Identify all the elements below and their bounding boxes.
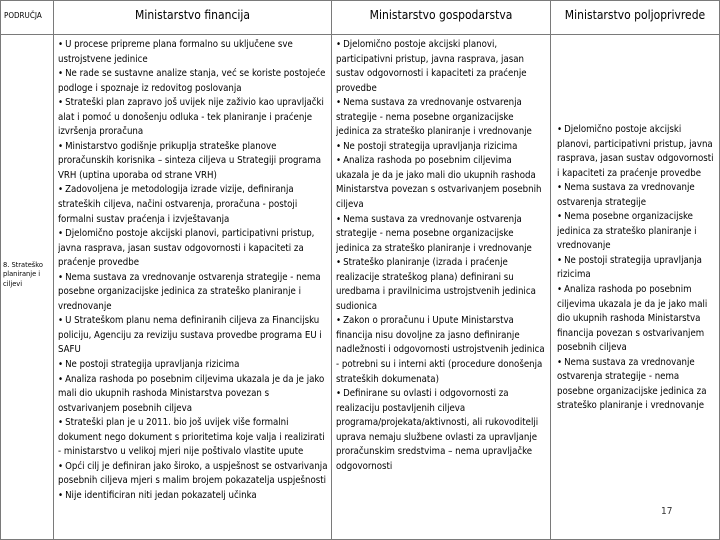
header-area: PODRUČJA <box>4 10 42 20</box>
list-item: • Ne postoji strategija upravljanja rizicima <box>557 254 717 283</box>
list-item: • U procese pripreme plana formalno su uključene sve ustrojstvene jedinice <box>58 38 328 67</box>
page-number: 17 <box>661 506 673 517</box>
list-item: • Zadovoljena je metodologija izrade vizije, definiranja strateških ciljeva, načini ostvarenja, proračuna - postoji formalni sustav praćenja i izvještavanja <box>58 183 328 227</box>
list-item: • Nema sustava za vrednovanje ostvarenja strategije - nema posebne organizacijske jedinica za strateško planiranje i vrednovanje <box>58 271 328 315</box>
col-agriculture-list <box>557 123 717 414</box>
list-item: • Definirane su ovlasti i odgovornosti za realizaciju postavljenih ciljeva programa/projekata/aktivnosti, ali rukovoditelji uprava nemaju službene ovlasti za upravljanje proračunskim sredstvima – nema upravljačke odgovornosti <box>336 387 547 474</box>
list-item: • Strateški plan je u 2011. bio još uvijek više formalni dokument nego dokument s prioritetima koje valja i realizirati - ministarstvo u velikoj mjeri nije poštivalo vlastite upute <box>58 416 328 460</box>
header-ministry-economy: Ministarstvo gospodarstva <box>369 8 513 22</box>
list-item: • Ne rade se sustavne analize stanja, već se koriste postojeće podloge i spoznaje iz redovitog poslovanja <box>58 67 328 96</box>
list-item: • Strateški plan zapravo još uvijek nije zaživio kao upravljački alat i pomoć u donošenju odluka - tek planiranje i praćenje izvršenja proračuna <box>58 96 328 140</box>
header-ministry-finance: Ministarstvo financija <box>135 8 250 22</box>
list-item: • Nema posebne organizacijske jedinica za strateško planiranje i vrednovanje <box>557 210 717 254</box>
list-item: • U Strateškom planu nema definiranih ciljeva za Financijsku policiju, Agenciju za reviziju sustava provedbe programa EU i SAFU <box>58 314 328 358</box>
list-item: • Nema sustava za vrednovanje ostvarenja strategije - nema posebne organizacijske jedinica za strateško planiranje i vrednovanje <box>557 356 717 414</box>
list-item: • Ne postoji strategija upravljanja rizicima <box>58 358 328 373</box>
list-item: • Nije identificiran niti jedan pokazatelj učinka <box>58 489 328 504</box>
list-item: • Analiza rashoda po posebnim ciljevima ukazala je da je jako mali dio ukupnih rashoda Ministarstva povezan s ostvarivanjem posebnih ciljeva <box>58 373 328 417</box>
list-item: • Djelomično postoje akcijski planovi, participativni pristup, javna rasprava, jasan sustav odgovornosti i kapaciteti za praćenje provedbe <box>58 227 328 271</box>
list-item: • Analiza rashoda po posebnim ciljevima ukazala je da je jako mali dio ukupnih rashoda Ministarstva financija povezan s ostvarivanjem posebnih ciljeva <box>557 283 717 356</box>
col-finance-list <box>58 38 328 504</box>
list-item: • Nema sustava za vrednovanje ostvarenja strategije - nema posebne organizacijske jedinica za strateško planiranje i vrednovanje <box>336 213 547 257</box>
header-ministry-agriculture: Ministarstvo poljoprivrede <box>564 8 706 22</box>
list-item: • Nema sustava za vrednovanje ostvarenja strategije - nema posebne organizacijske jedinica za strateško planiranje i vrednovanje <box>336 96 547 140</box>
list-item: • Strateško planiranje (izrada i praćenje realizacije strateškog plana) definirani su uredbama i pravilnicima ustrojstvenih jedinica sudionica <box>336 256 547 314</box>
list-item: • Zakon o proračunu i Upute Ministarstva financija nisu dovoljne za jasno definiranje nadležnosti i odgovornosti ustrojstvenih jedinica - potrebni su i interni akti (procedure donošenja strateških dokumenata) <box>336 314 547 387</box>
list-item: • Nema sustava za vrednovanje ostvarenja strategije <box>557 181 717 210</box>
list-item: • Djelomično postoje akcijski planovi, participativni pristup, javna rasprava, jasan sustav odgovornosti i kapaciteti za praćenje provedbe <box>557 123 717 181</box>
list-item: • Analiza rashoda po posebnim ciljevima ukazala je da je jako mali dio ukupnih rashoda Ministarstva povezan s ostvarivanjem posebnih ciljeva <box>336 154 547 212</box>
list-item: • Ministarstvo godišnje prikuplja strateške planove proračunskih korisnika – sinteza ciljeva u Strategiji programa VRH (uptina uporaba od strane VRH) <box>58 140 328 184</box>
list-item: • Djelomično postoje akcijski planovi, participativni pristup, javna rasprava, jasan sustav odgovornosti i kapaciteti za praćenje provedbe <box>336 38 547 96</box>
list-item: • Ne postoji strategija upravljanja rizicima <box>336 140 547 155</box>
area-label: 8. Strateško planiranje i ciljevi <box>3 260 43 288</box>
list-item: • Opći cilj je definiran jako široko, a uspješnost se ostvarivanja posebnih ciljeva mjeri s malim brojem pokazatelja uspješnosti <box>58 460 328 489</box>
col-economy-list <box>336 38 547 474</box>
